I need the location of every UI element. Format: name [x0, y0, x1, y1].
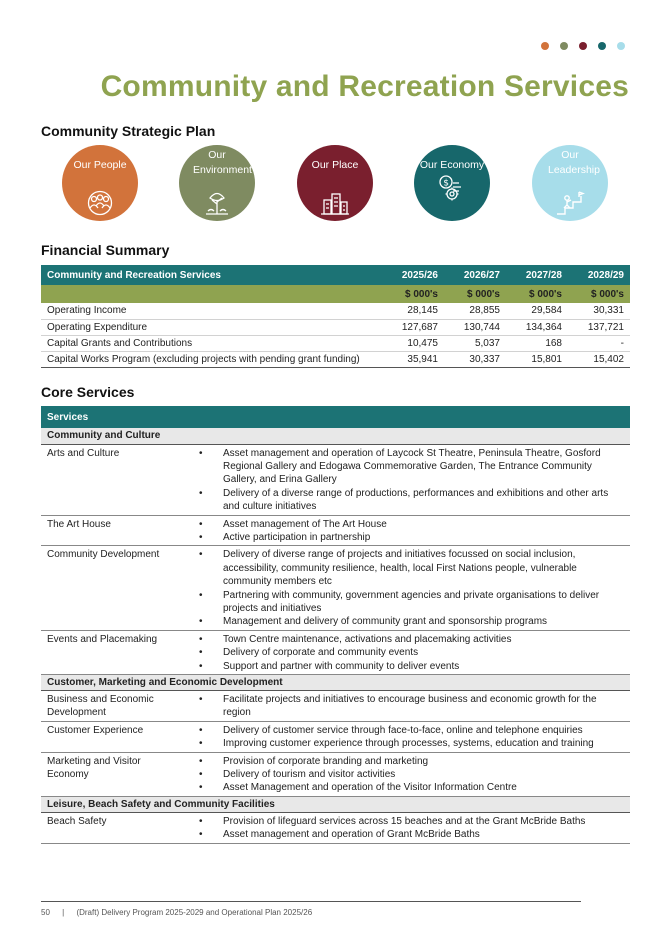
bullet-text: Provision of corporate branding and marketing [223, 755, 429, 767]
strategic-plan-heading: Community Strategic Plan [41, 123, 216, 139]
dot-orange [541, 42, 549, 50]
bullet-text: Asset Management and operation of the Visitor Information Centre [223, 782, 517, 794]
service-name: Community Development [41, 546, 189, 630]
table-row [41, 444, 630, 515]
table-row [41, 721, 630, 752]
service-name: Marketing and Visitor Economy [41, 752, 189, 796]
table-row [41, 303, 630, 319]
list-item [197, 755, 624, 768]
table-row [41, 752, 630, 796]
bullet-list [195, 633, 624, 673]
service-name: Events and Placemaking [41, 630, 189, 674]
core-services-heading: Core Services [41, 384, 135, 400]
bullet-icon: • [199, 531, 203, 543]
row-value: 137,721 [568, 319, 630, 335]
service-description [189, 812, 630, 843]
bullet-list [195, 447, 624, 514]
dot-olive [560, 42, 568, 50]
bullet-text: Delivery of customer service through face-to-face, online and telephone enquiries [223, 724, 583, 736]
row-value: 15,801 [506, 351, 568, 367]
row-value: 30,337 [444, 351, 506, 367]
csp-our-leadership [532, 145, 608, 221]
service-group-name: Community and Culture [41, 428, 630, 444]
bullet-list [195, 724, 624, 751]
bullet-list [195, 815, 624, 842]
row-value: - [568, 335, 630, 351]
financial-summary-table [41, 265, 630, 368]
list-item [197, 724, 624, 737]
bullet-text: Town Centre maintenance, activations and placemaking activities [223, 633, 512, 645]
dot-teal [598, 42, 606, 50]
bullet-icon: • [199, 660, 203, 672]
csp-our-economy [414, 145, 490, 221]
units-cell: $ 000's [444, 285, 506, 303]
service-group-row [41, 675, 630, 691]
csp-our-environment [179, 145, 255, 221]
bullet-text: Partnering with community, government agencies and private organisations to deliver projects and initiatives [223, 589, 600, 614]
list-item [197, 781, 624, 794]
csp-our-place [297, 145, 373, 221]
row-value: 127,687 [382, 319, 444, 335]
coin-gear-icon [435, 175, 469, 201]
list-item [197, 737, 624, 750]
row-value: 5,037 [444, 335, 506, 351]
tree-icon [200, 190, 234, 216]
table-row [41, 335, 630, 351]
footer-separator: | [62, 908, 65, 917]
footer-text: (Draft) Delivery Program 2025-2029 and Operational Plan 2025/26 [76, 908, 313, 917]
bullet-icon: • [199, 724, 203, 736]
service-description [189, 752, 630, 796]
core-services-header: Services [41, 406, 630, 428]
bullet-icon: • [199, 447, 203, 459]
bullet-icon: • [199, 755, 203, 767]
bullet-icon: • [199, 829, 203, 841]
row-value: 134,364 [506, 319, 568, 335]
bullet-icon: • [199, 769, 203, 781]
service-name: Business and Economic Development [41, 691, 189, 722]
bullet-icon: • [199, 518, 203, 530]
bullet-icon: • [199, 815, 203, 827]
bullet-icon: • [199, 487, 203, 499]
stairs-icon [553, 190, 587, 216]
csp-our-people [62, 145, 138, 221]
people-icon [83, 190, 117, 216]
table-row [41, 351, 630, 367]
dot-light-blue [617, 42, 625, 50]
core-services-header-row [41, 406, 630, 428]
row-value: 10,475 [382, 335, 444, 351]
decorative-dots [541, 42, 625, 50]
bullet-text: Facilitate projects and initiatives to encourage business and economic growth for the region [223, 694, 597, 719]
row-value: 130,744 [444, 319, 506, 335]
csp-label: Our Environment [193, 149, 252, 176]
service-description [189, 630, 630, 674]
financial-header-title: Community and Recreation Services [41, 265, 382, 285]
bullet-text: Improving customer experience through processes, systems, education and training [223, 738, 594, 750]
row-label: Operating Income [41, 303, 382, 319]
footer-page-number: 50 [41, 908, 50, 917]
table-row [41, 319, 630, 335]
bullet-text: Management and delivery of community grant and sponsorship programs [223, 616, 548, 628]
row-value: 28,855 [444, 303, 506, 319]
service-group-name: Customer, Marketing and Economic Development [41, 675, 630, 691]
units-cell: $ 000's [568, 285, 630, 303]
service-description [189, 546, 630, 630]
row-value: 29,584 [506, 303, 568, 319]
footer [41, 908, 312, 917]
list-item [197, 548, 624, 588]
bullet-text: Delivery of a diverse range of productions, performances and exhibitions and other arts and culture initiatives [223, 487, 609, 513]
financial-header-year: 2026/27 [444, 265, 506, 285]
service-name: Beach Safety [41, 812, 189, 843]
list-item [197, 815, 624, 828]
bullet-text: Support and partner with community to deliver events [223, 660, 460, 672]
row-value: 15,402 [568, 351, 630, 367]
service-group-row [41, 428, 630, 444]
bullet-text: Active participation in partnership [223, 531, 371, 543]
csp-label: Our Leadership [548, 149, 600, 176]
row-label: Capital Works Program (excluding projects with pending grant funding) [41, 351, 382, 367]
units-cell: $ 000's [382, 285, 444, 303]
list-item [197, 447, 624, 487]
svg-text:$: $ [443, 178, 449, 189]
units-spacer [41, 285, 382, 303]
list-item [197, 518, 624, 531]
service-description [189, 444, 630, 515]
list-item [197, 633, 624, 646]
bullet-list [195, 548, 624, 628]
financial-header-year: 2027/28 [506, 265, 568, 285]
bullet-list [195, 755, 624, 795]
row-value: 28,145 [382, 303, 444, 319]
bullet-list [195, 518, 624, 545]
buildings-icon [318, 190, 352, 216]
bullet-text: Asset management of The Art House [223, 518, 387, 530]
csp-label: Our People [73, 159, 127, 171]
list-item [197, 531, 624, 544]
service-name: Arts and Culture [41, 444, 189, 515]
bullet-text: Delivery of diverse range of projects and initiatives focussed on social inclusion, accessibility, community resilience, health, local First Nations people, vulnerable community members etc [223, 549, 577, 588]
service-group-name: Leisure, Beach Safety and Community Facilities [41, 796, 630, 812]
list-item [197, 768, 624, 781]
units-cell: $ 000's [506, 285, 568, 303]
dot-maroon [579, 42, 587, 50]
bullet-list [195, 693, 624, 720]
table-row [41, 515, 630, 546]
bullet-icon: • [199, 633, 203, 645]
bullet-icon: • [199, 549, 203, 561]
service-name: Customer Experience [41, 721, 189, 752]
csp-label: Our Place [311, 159, 359, 171]
bullet-icon: • [199, 647, 203, 659]
row-value: 168 [506, 335, 568, 351]
bullet-icon: • [199, 694, 203, 705]
bullet-icon: • [199, 589, 203, 601]
bullet-icon: • [199, 616, 203, 628]
list-item [197, 646, 624, 659]
csp-label: Our Economy [419, 159, 485, 171]
financial-header-year: 2025/26 [382, 265, 444, 285]
row-value: 30,331 [568, 303, 630, 319]
bullet-text: Delivery of tourism and visitor activities [223, 769, 396, 781]
table-row [41, 630, 630, 674]
row-label: Operating Expenditure [41, 319, 382, 335]
row-label: Capital Grants and Contributions [41, 335, 382, 351]
financial-units-row [41, 285, 630, 303]
service-group-row [41, 796, 630, 812]
list-item [197, 615, 624, 628]
list-item [197, 487, 624, 514]
table-row [41, 812, 630, 843]
service-name: The Art House [41, 515, 189, 546]
list-item [197, 693, 624, 720]
bullet-icon: • [199, 738, 203, 750]
bullet-icon: • [199, 782, 203, 794]
page-title: Community and Recreation Services [100, 70, 629, 103]
table-row [41, 691, 630, 722]
core-services-table [41, 406, 630, 844]
row-value: 35,941 [382, 351, 444, 367]
footer-divider [41, 901, 581, 902]
service-description [189, 515, 630, 546]
list-item [197, 589, 624, 616]
bullet-text: Provision of lifeguard services across 15 beaches and at the Grant McBride Baths [223, 815, 586, 827]
bullet-text: Asset management and operation of Laycock St Theatre, Peninsula Theatre, Gosford Regional Gallery and Edogawa Commemorative Garden, The Entrance Community Gallery, and Erina Gallery [223, 447, 601, 486]
table-row [41, 546, 630, 630]
core-services-body [41, 428, 630, 843]
financial-header-year: 2028/29 [568, 265, 630, 285]
service-description [189, 691, 630, 722]
service-description [189, 721, 630, 752]
list-item [197, 660, 624, 673]
financial-header-row [41, 265, 630, 285]
financial-summary-heading: Financial Summary [41, 242, 170, 258]
list-item [197, 828, 624, 841]
bullet-text: Delivery of corporate and community events [223, 647, 419, 659]
bullet-text: Asset management and operation of Grant McBride Baths [223, 829, 480, 841]
